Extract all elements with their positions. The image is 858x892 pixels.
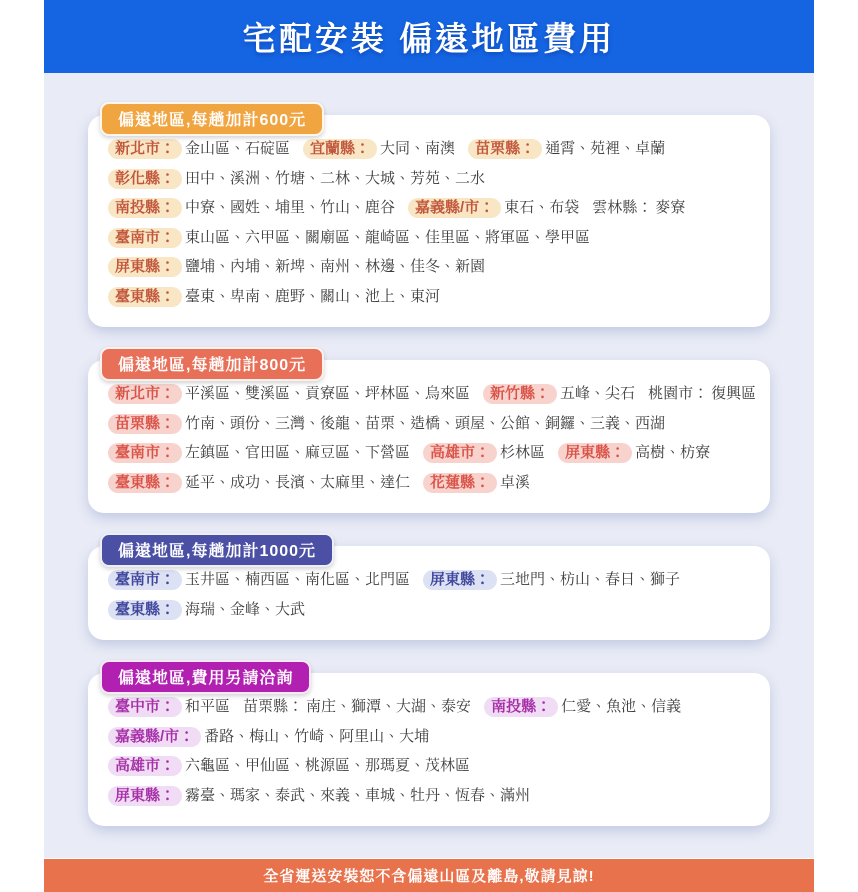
region-label: 高雄市： xyxy=(108,756,182,776)
region-row xyxy=(108,228,750,248)
region-row xyxy=(108,570,750,590)
region-items: 通霄、苑裡、卓蘭 xyxy=(545,140,666,157)
region-label: 苗栗縣： xyxy=(108,414,182,434)
region-label: 嘉義縣/市： xyxy=(408,198,501,218)
region-segment xyxy=(468,140,665,157)
region-segment xyxy=(108,444,410,461)
region-items: 東山區、六甲區、關廟區、龍崎區、佳里區、將軍區、學甲區 xyxy=(185,228,591,246)
region-segment xyxy=(243,698,471,715)
region-segment xyxy=(108,787,530,804)
region-items: 杉林區 xyxy=(500,444,546,461)
region-segment xyxy=(592,199,685,216)
region-items: 玉井區、楠西區、南化區、北門區 xyxy=(185,571,411,588)
region-row xyxy=(108,198,750,218)
region-label: 屏東縣： xyxy=(108,257,182,277)
region-label: 花蓮縣： xyxy=(423,473,497,493)
region-items: 左鎮區、官田區、麻豆區、下營區 xyxy=(185,444,411,461)
region-segment xyxy=(108,757,470,774)
footer-notice-bar xyxy=(44,859,814,892)
region-label: 屏東縣： xyxy=(558,443,632,463)
region-items: 和平區 xyxy=(185,698,231,715)
region-label: 臺東縣： xyxy=(108,600,182,620)
region-segment xyxy=(108,415,665,432)
region-segment xyxy=(108,571,410,588)
page-title: 宅配安裝 偏遠地區費用 xyxy=(242,20,616,57)
region-items: 麥寮 xyxy=(655,199,686,216)
region-label: 臺南市： xyxy=(108,228,182,248)
region-row xyxy=(108,473,750,493)
region-label: 屏東縣： xyxy=(108,786,182,806)
region-segment xyxy=(108,385,470,402)
region-items: 卓溪 xyxy=(500,473,531,491)
region-items: 竹南、頭份、三灣、後龍、苗栗、造橋、頭屋、公館、銅鑼、三義、西湖 xyxy=(185,414,666,432)
region-items: 鹽埔、內埔、新埤、南州、林邊、佳冬、新園 xyxy=(185,258,486,275)
region-segment xyxy=(423,474,530,491)
region-label: 南投縣： xyxy=(484,697,558,717)
region-items: 五峰、尖石 xyxy=(560,385,636,402)
region-items: 東石、布袋 xyxy=(504,199,580,216)
region-items: 六龜區、甲仙區、桃源區、那瑪夏、茂林區 xyxy=(185,757,471,774)
region-row xyxy=(108,443,750,463)
fee-card-4 xyxy=(88,670,770,826)
region-segment xyxy=(483,385,635,402)
region-label: 南投縣： xyxy=(108,198,182,218)
region-items: 復興區 xyxy=(711,385,757,402)
region-row xyxy=(108,139,750,159)
region-items: 田中、溪洲、竹塘、二林、大城、芳苑、二水 xyxy=(185,169,486,187)
region-items: 仁愛、魚池、信義 xyxy=(561,698,682,715)
fee-card-3 xyxy=(88,543,770,640)
region-segment xyxy=(108,601,305,618)
region-segment xyxy=(423,444,545,461)
region-items: 延平、成功、長濱、太麻里、達仁 xyxy=(185,473,411,491)
fee-section-list xyxy=(44,112,814,826)
region-segment xyxy=(108,170,485,187)
fee-card-2 xyxy=(88,357,770,513)
region-items: 大同、南澳 xyxy=(380,140,456,157)
region-label: 彰化縣： xyxy=(108,169,182,189)
region-items: 霧臺、瑪家、泰武、來義、車城、牡丹、恆春、滿州 xyxy=(185,786,531,804)
region-label: 屏東縣： xyxy=(423,570,497,590)
region-label: 臺東縣： xyxy=(108,473,182,493)
region-segment xyxy=(108,728,429,745)
fee-badge: 偏遠地區,每趟加計600元 xyxy=(100,102,324,136)
region-items: 臺東、卑南、鹿野、關山、池上、東河 xyxy=(185,287,441,305)
region-row xyxy=(108,384,757,404)
region-row xyxy=(108,257,750,277)
fee-badge: 偏遠地區,費用另請洽詢 xyxy=(100,660,311,694)
region-segment xyxy=(484,698,681,715)
region-segment xyxy=(423,571,680,588)
region-segment xyxy=(303,140,455,157)
region-items: 南庄、獅潭、大湖、泰安 xyxy=(306,698,472,715)
region-segment xyxy=(108,199,395,216)
region-label: 宜蘭縣： xyxy=(303,139,377,159)
region-segment xyxy=(108,288,440,305)
region-label: 新竹縣： xyxy=(483,384,557,404)
remote-area-fee-infographic xyxy=(44,0,814,885)
region-label: 嘉義縣/市： xyxy=(108,727,201,747)
region-segment xyxy=(108,258,485,275)
region-row xyxy=(108,727,750,747)
region-row xyxy=(108,600,750,620)
region-segment xyxy=(108,229,590,246)
region-row xyxy=(108,414,750,434)
region-label: 臺東縣： xyxy=(108,287,182,307)
region-items: 金山區、石碇區 xyxy=(185,140,291,157)
region-items: 高樹、枋寮 xyxy=(635,444,711,461)
region-label: 臺南市： xyxy=(108,570,182,590)
region-segment xyxy=(408,199,579,216)
region-segment xyxy=(108,474,410,491)
fee-badge: 偏遠地區,每趟加計800元 xyxy=(100,347,324,381)
region-row xyxy=(108,169,750,189)
region-row xyxy=(108,786,750,806)
region-items: 平溪區、雙溪區、貢寮區、坪林區、烏來區 xyxy=(185,385,471,402)
fee-badge: 偏遠地區,每趟加計1000元 xyxy=(100,533,334,567)
content-area xyxy=(44,73,814,859)
region-segment xyxy=(558,444,710,461)
region-label: 臺南市： xyxy=(108,443,182,463)
region-label: 桃園市： xyxy=(648,385,709,402)
region-segment xyxy=(108,698,230,715)
region-label: 苗栗縣： xyxy=(468,139,542,159)
region-label: 高雄市： xyxy=(423,443,497,463)
header-banner xyxy=(44,0,814,73)
region-items: 番路、梅山、竹崎、阿里山、大埔 xyxy=(204,727,430,745)
region-items: 中寮、國姓、埔里、竹山、鹿谷 xyxy=(185,199,396,216)
region-label: 新北市： xyxy=(108,384,182,404)
region-row xyxy=(108,287,750,307)
region-items: 海瑞、金峰、大武 xyxy=(185,600,306,618)
region-items: 三地門、枋山、春日、獅子 xyxy=(500,571,681,588)
region-segment xyxy=(648,385,756,402)
region-label: 臺中市： xyxy=(108,697,182,717)
footer-notice-text: 全省運送安裝恕不含偏遠山區及離島,敬請見諒! xyxy=(263,868,595,885)
region-segment xyxy=(108,140,290,157)
region-row xyxy=(108,756,750,776)
region-label: 雲林縣： xyxy=(592,199,653,216)
region-label: 新北市： xyxy=(108,139,182,159)
fee-card-1 xyxy=(88,112,770,327)
region-row xyxy=(108,697,750,717)
region-label: 苗栗縣： xyxy=(243,698,304,715)
